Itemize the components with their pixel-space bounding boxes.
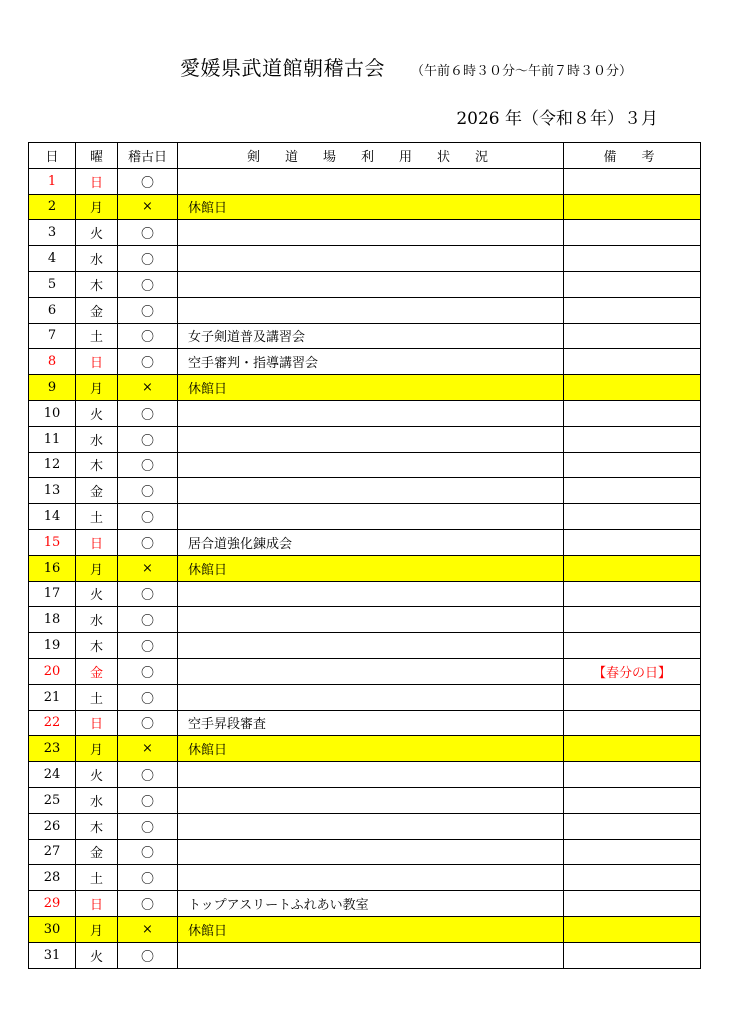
- usage-cell: [178, 581, 564, 607]
- remarks-cell: [564, 916, 701, 942]
- remarks-cell: [564, 323, 701, 349]
- remarks-cell: [564, 426, 701, 452]
- day-cell: 22: [29, 710, 76, 736]
- day-cell: 30: [29, 916, 76, 942]
- practice-cell: 〇: [118, 349, 178, 375]
- remarks-cell: [564, 555, 701, 581]
- weekday-cell: 水: [76, 787, 118, 813]
- usage-cell: [178, 658, 564, 684]
- practice-cell: 〇: [118, 865, 178, 891]
- usage-cell: [178, 246, 564, 272]
- weekday-cell: 金: [76, 658, 118, 684]
- weekday-cell: 日: [76, 891, 118, 917]
- remarks-cell: [564, 762, 701, 788]
- practice-cell: ×: [118, 375, 178, 401]
- usage-cell: [178, 787, 564, 813]
- weekday-cell: 火: [76, 942, 118, 968]
- remarks-cell: [564, 478, 701, 504]
- weekday-cell: 木: [76, 271, 118, 297]
- weekday-cell: 火: [76, 220, 118, 246]
- practice-cell: 〇: [118, 787, 178, 813]
- table-header-row: [29, 143, 701, 169]
- remarks-cell: 【春分の日】: [564, 658, 701, 684]
- day-cell: 7: [29, 323, 76, 349]
- day-cell: 4: [29, 246, 76, 272]
- remarks-cell: [564, 787, 701, 813]
- remarks-cell: [564, 271, 701, 297]
- column-header-practice: 稽古日: [118, 143, 178, 169]
- table-row: [29, 529, 701, 555]
- remarks-cell: [564, 865, 701, 891]
- table-row: [29, 710, 701, 736]
- table-row: [29, 942, 701, 968]
- column-header-remarks: 備 考: [564, 143, 701, 169]
- day-cell: 16: [29, 555, 76, 581]
- table-row: [29, 658, 701, 684]
- table-row: [29, 684, 701, 710]
- practice-cell: 〇: [118, 813, 178, 839]
- day-cell: 12: [29, 452, 76, 478]
- table-row: [29, 736, 701, 762]
- weekday-cell: 金: [76, 478, 118, 504]
- practice-time: （午前６時３０分～午前７時３０分）: [411, 64, 633, 79]
- usage-cell: [178, 839, 564, 865]
- practice-cell: 〇: [118, 762, 178, 788]
- weekday-cell: 木: [76, 452, 118, 478]
- practice-cell: 〇: [118, 246, 178, 272]
- practice-cell: 〇: [118, 607, 178, 633]
- weekday-cell: 水: [76, 607, 118, 633]
- usage-cell: [178, 684, 564, 710]
- usage-cell: [178, 504, 564, 530]
- usage-cell: [178, 297, 564, 323]
- usage-cell: [178, 271, 564, 297]
- table-row: [29, 581, 701, 607]
- usage-cell: 女子剣道普及講習会: [178, 323, 564, 349]
- day-cell: 17: [29, 581, 76, 607]
- day-cell: 11: [29, 426, 76, 452]
- practice-cell: 〇: [118, 220, 178, 246]
- day-cell: 13: [29, 478, 76, 504]
- usage-cell: [178, 762, 564, 788]
- remarks-cell: [564, 297, 701, 323]
- table-row: [29, 633, 701, 659]
- weekday-cell: 木: [76, 633, 118, 659]
- day-cell: 28: [29, 865, 76, 891]
- practice-cell: 〇: [118, 581, 178, 607]
- day-cell: 18: [29, 607, 76, 633]
- weekday-cell: 火: [76, 581, 118, 607]
- day-cell: 14: [29, 504, 76, 530]
- usage-cell: [178, 865, 564, 891]
- table-row: [29, 555, 701, 581]
- weekday-cell: 日: [76, 710, 118, 736]
- usage-cell: 空手審判・指導講習会: [178, 349, 564, 375]
- usage-cell: [178, 426, 564, 452]
- day-cell: 26: [29, 813, 76, 839]
- table-row: [29, 271, 701, 297]
- day-cell: 9: [29, 375, 76, 401]
- practice-cell: 〇: [118, 684, 178, 710]
- usage-cell: [178, 942, 564, 968]
- usage-cell: トップアスリートふれあい教室: [178, 891, 564, 917]
- usage-cell: 空手昇段審査: [178, 710, 564, 736]
- weekday-cell: 月: [76, 375, 118, 401]
- day-cell: 23: [29, 736, 76, 762]
- usage-cell: [178, 400, 564, 426]
- column-header-usage: 剣 道 場 利 用 状 況: [178, 143, 564, 169]
- weekday-cell: 火: [76, 762, 118, 788]
- day-cell: 3: [29, 220, 76, 246]
- practice-cell: 〇: [118, 452, 178, 478]
- document-header: [180, 52, 632, 81]
- practice-cell: 〇: [118, 478, 178, 504]
- table-row: [29, 865, 701, 891]
- table-row: [29, 375, 701, 401]
- usage-cell: [178, 220, 564, 246]
- usage-cell: 休館日: [178, 375, 564, 401]
- weekday-cell: 日: [76, 168, 118, 194]
- practice-cell: ×: [118, 916, 178, 942]
- table-row: [29, 400, 701, 426]
- table-row: [29, 839, 701, 865]
- remarks-cell: [564, 710, 701, 736]
- remarks-cell: [564, 529, 701, 555]
- practice-cell: 〇: [118, 504, 178, 530]
- table-row: [29, 349, 701, 375]
- schedule-table: [28, 142, 701, 969]
- remarks-cell: [564, 736, 701, 762]
- practice-cell: 〇: [118, 891, 178, 917]
- practice-cell: 〇: [118, 168, 178, 194]
- remarks-cell: [564, 246, 701, 272]
- table-row: [29, 813, 701, 839]
- remarks-cell: [564, 607, 701, 633]
- table-row: [29, 891, 701, 917]
- practice-cell: 〇: [118, 710, 178, 736]
- table-row: [29, 297, 701, 323]
- weekday-cell: 水: [76, 246, 118, 272]
- practice-cell: ×: [118, 555, 178, 581]
- practice-cell: 〇: [118, 297, 178, 323]
- column-header-weekday: 曜: [76, 143, 118, 169]
- table-row: [29, 246, 701, 272]
- usage-cell: 休館日: [178, 194, 564, 220]
- usage-cell: 休館日: [178, 736, 564, 762]
- usage-cell: 居合道強化錬成会: [178, 529, 564, 555]
- usage-cell: [178, 478, 564, 504]
- weekday-cell: 土: [76, 865, 118, 891]
- remarks-cell: [564, 168, 701, 194]
- day-cell: 20: [29, 658, 76, 684]
- table-row: [29, 504, 701, 530]
- day-cell: 31: [29, 942, 76, 968]
- weekday-cell: 月: [76, 736, 118, 762]
- day-cell: 21: [29, 684, 76, 710]
- remarks-cell: [564, 349, 701, 375]
- practice-cell: 〇: [118, 271, 178, 297]
- usage-cell: [178, 607, 564, 633]
- practice-cell: 〇: [118, 633, 178, 659]
- remarks-cell: [564, 684, 701, 710]
- practice-cell: 〇: [118, 658, 178, 684]
- day-cell: 27: [29, 839, 76, 865]
- table-row: [29, 194, 701, 220]
- day-cell: 6: [29, 297, 76, 323]
- column-header-day: 日: [29, 143, 76, 169]
- weekday-cell: 火: [76, 400, 118, 426]
- practice-cell: 〇: [118, 839, 178, 865]
- weekday-cell: 土: [76, 504, 118, 530]
- remarks-cell: [564, 504, 701, 530]
- day-cell: 24: [29, 762, 76, 788]
- practice-cell: 〇: [118, 529, 178, 555]
- day-cell: 15: [29, 529, 76, 555]
- day-cell: 29: [29, 891, 76, 917]
- usage-cell: [178, 452, 564, 478]
- usage-cell: [178, 633, 564, 659]
- remarks-cell: [564, 633, 701, 659]
- practice-cell: ×: [118, 736, 178, 762]
- day-cell: 1: [29, 168, 76, 194]
- table-row: [29, 323, 701, 349]
- day-cell: 2: [29, 194, 76, 220]
- weekday-cell: 水: [76, 426, 118, 452]
- remarks-cell: [564, 375, 701, 401]
- table-row: [29, 220, 701, 246]
- usage-cell: [178, 168, 564, 194]
- weekday-cell: 金: [76, 297, 118, 323]
- weekday-cell: 月: [76, 194, 118, 220]
- practice-cell: 〇: [118, 400, 178, 426]
- remarks-cell: [564, 194, 701, 220]
- day-cell: 19: [29, 633, 76, 659]
- usage-cell: [178, 813, 564, 839]
- table-row: [29, 916, 701, 942]
- table-row: [29, 607, 701, 633]
- usage-cell: 休館日: [178, 555, 564, 581]
- practice-cell: ×: [118, 194, 178, 220]
- remarks-cell: [564, 220, 701, 246]
- remarks-cell: [564, 400, 701, 426]
- day-cell: 10: [29, 400, 76, 426]
- weekday-cell: 土: [76, 684, 118, 710]
- practice-cell: 〇: [118, 942, 178, 968]
- weekday-cell: 月: [76, 916, 118, 942]
- weekday-cell: 月: [76, 555, 118, 581]
- weekday-cell: 金: [76, 839, 118, 865]
- document-title: 愛媛県武道館朝稽古会: [180, 56, 385, 80]
- table-row: [29, 762, 701, 788]
- weekday-cell: 木: [76, 813, 118, 839]
- practice-cell: 〇: [118, 323, 178, 349]
- remarks-cell: [564, 452, 701, 478]
- schedule-month: 2026 年（令和８年）３月: [456, 109, 658, 129]
- weekday-cell: 日: [76, 529, 118, 555]
- weekday-cell: 土: [76, 323, 118, 349]
- table-row: [29, 426, 701, 452]
- table-row: [29, 787, 701, 813]
- usage-cell: 休館日: [178, 916, 564, 942]
- day-cell: 5: [29, 271, 76, 297]
- day-cell: 8: [29, 349, 76, 375]
- practice-cell: 〇: [118, 426, 178, 452]
- remarks-cell: [564, 839, 701, 865]
- day-cell: 25: [29, 787, 76, 813]
- remarks-cell: [564, 942, 701, 968]
- table-row: [29, 452, 701, 478]
- table-row: [29, 478, 701, 504]
- remarks-cell: [564, 891, 701, 917]
- remarks-cell: [564, 813, 701, 839]
- remarks-cell: [564, 581, 701, 607]
- table-row: [29, 168, 701, 194]
- weekday-cell: 日: [76, 349, 118, 375]
